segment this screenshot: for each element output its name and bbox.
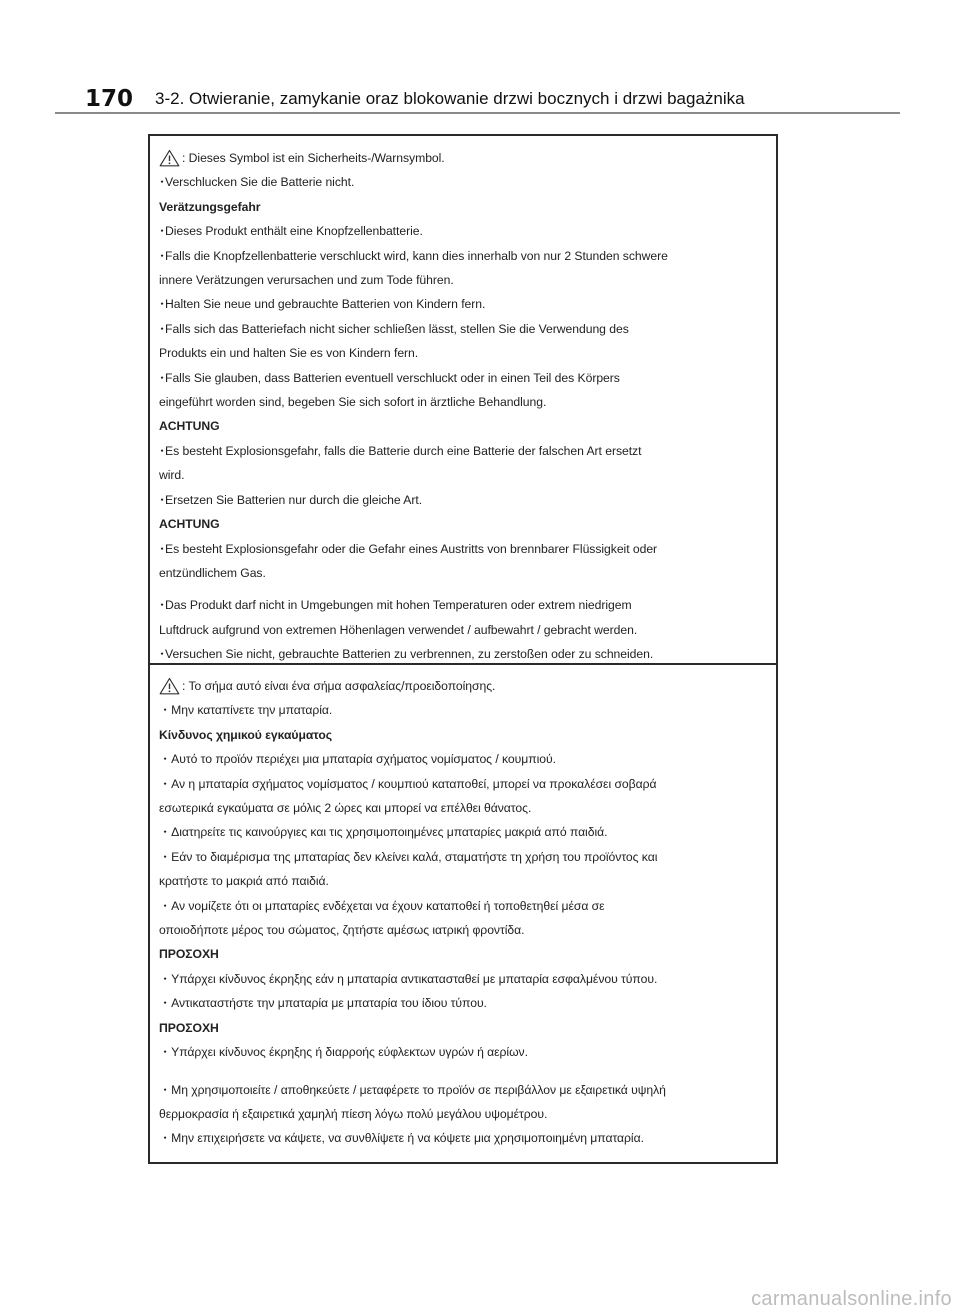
warning-text-line: ･Ersetzen Sie Batterien nur durch die gleiche Art. — [159, 492, 423, 507]
warning-text-line: οποιοδήποτε μέρος του σώματος, ζητήστε αμέσως ιατρική φροντίδα. — [159, 923, 525, 938]
warning-text-line: ・Υπάρχει κίνδυνος έκρηξης εάν η μπαταρία αντικατασταθεί με μπαταρία εσφαλμένου τύπου. — [159, 971, 658, 986]
symbol-note-line — [159, 674, 765, 698]
greek-warning-lines — [159, 698, 765, 1150]
greek-warning-section — [159, 674, 765, 1151]
warning-text-line: ・Αν νομίζετε ότι οι μπαταρίες ενδέχεται να έχουν καταποθεί ή τοποθετηθεί μέσα σε — [159, 898, 605, 913]
warning-text-line: ･Versuchen Sie nicht, gebrauchte Batterien zu verbrennen, zu zerstoßen oder zu schneiden. — [159, 647, 654, 662]
warning-triangle-icon — [159, 677, 180, 695]
section-title: 3-2. Otwieranie, zamykanie oraz blokowanie drzwi bocznych i drzwi bagażnika — [155, 89, 745, 108]
page-header — [55, 78, 900, 112]
warning-text-line: θερμοκρασία ή εξαιρετικά χαμηλή πίεση λόγω πολύ μεγάλου υψομέτρου. — [159, 1106, 548, 1121]
section-divider — [150, 663, 776, 665]
warning-text-line: innere Verätzungen verursachen und zum Tode führen. — [159, 273, 454, 288]
warning-text-line: ･Es besteht Explosionsgefahr oder die Gefahr eines Austritts von brennbarer Flüssigkeit oder — [159, 541, 658, 556]
warning-text-line: entzündlichem Gas. — [159, 565, 266, 580]
warning-text-line: ・Αντικαταστήστε την μπαταρία με μπαταρία του ίδιου τύπου. — [159, 996, 487, 1011]
warning-text-line: ・Μην επιχειρήσετε να κάψετε, να συνθλίψετε ή να κόψετε μια χρησιμοποιημένη μπαταρία. — [159, 1131, 644, 1146]
warning-text-line: ･Halten Sie neue und gebrauchte Batterien von Kindern fern. — [159, 297, 486, 312]
warning-heading: ACHTUNG — [159, 517, 220, 532]
warning-text-line: ･Verschlucken Sie die Batterie nicht. — [159, 175, 355, 190]
warning-text-line: ・Αν η μπαταρία σχήματος νομίσματος / κουμπιού καταποθεί, μπορεί να προκαλέσει σοβαρά — [159, 776, 657, 791]
warning-heading: Verätzungsgefahr — [159, 199, 261, 214]
header-rule — [55, 112, 900, 114]
page-number: 170 — [84, 86, 133, 112]
warning-heading: ΠΡΟΣΟΧΗ — [159, 1020, 219, 1035]
warning-heading: Κίνδυνος χημικού εγκαύματος — [159, 727, 333, 742]
warning-text-line: ･Falls die Knopfzellenbatterie verschluckt wird, kann dies innerhalb von nur 2 Stunden schwere — [159, 248, 668, 263]
symbol-note-line — [159, 146, 765, 170]
warning-triangle-icon — [159, 149, 180, 167]
battery-warning-box — [148, 134, 778, 1164]
warning-text-line: ・Διατηρείτε τις καινούργιες και τις χρησιμοποιημένες μπαταρίες μακριά από παιδιά. — [159, 825, 608, 840]
warning-text-line: ・Υπάρχει κίνδυνος έκρηξης ή διαρροής εύφλεκτων υγρών ή αερίων. — [159, 1045, 528, 1060]
watermark: carmanualsonline.info — [751, 1288, 952, 1310]
warning-text-line: ･Dieses Produkt enthält eine Knopfzellenbatterie. — [159, 224, 423, 239]
warning-text-line: ・Μην καταπίνετε την μπαταρία. — [159, 703, 333, 718]
warning-text-line: wird. — [159, 468, 185, 483]
warning-text-line: ･Das Produkt darf nicht in Umgebungen mit hohen Temperaturen oder extrem niedrigem — [159, 598, 632, 613]
symbol-note-text: : Το σήμα αυτό είναι ένα σήμα ασφαλείας/προειδοποίησης. — [182, 679, 496, 693]
warning-text-line: ･Es besteht Explosionsgefahr, falls die Batterie durch eine Batterie der falschen Art ersetzt — [159, 443, 642, 458]
warning-text-line: εσωτερικά εγκαύματα σε μόλις 2 ώρες και μπορεί να επέλθει θάνατος. — [159, 801, 532, 816]
warning-text-line: Luftdruck aufgrund von extremen Höhenlagen verwendet / aufbewahrt / gebracht werden. — [159, 622, 638, 637]
warning-text-line: ・Εάν το διαμέρισμα της μπαταρίας δεν κλείνει καλά, σταματήστε τη χρήση του προϊόντος και — [159, 849, 658, 864]
warning-text-line: ･Falls sich das Batteriefach nicht sicher schließen lässt, stellen Sie die Verwendung des — [159, 321, 629, 336]
german-warning-section — [159, 146, 765, 667]
warning-text-line: ・Αυτό το προϊόν περιέχει μια μπαταρία σχήματος νομίσματος / κουμπιού. — [159, 752, 556, 767]
warning-text-line: eingeführt worden sind, begeben Sie sich sofort in ärztliche Behandlung. — [159, 395, 547, 410]
warning-heading: ACHTUNG — [159, 419, 220, 434]
symbol-note-text: : Dieses Symbol ist ein Sicherheits-/Warnsymbol. — [182, 151, 445, 165]
warning-heading: ΠΡΟΣΟΧΗ — [159, 947, 219, 962]
warning-text-line: ・Μη χρησιμοποιείτε / αποθηκεύετε / μεταφέρετε το προϊόν σε περιβάλλον με εξαιρετικά υψηλή — [159, 1082, 666, 1097]
german-warning-lines — [159, 170, 765, 666]
warning-text-line: κρατήστε το μακριά από παιδιά. — [159, 874, 329, 889]
warning-text-line: ･Falls Sie glauben, dass Batterien eventuell verschluckt oder in einen Teil des Körpers — [159, 370, 620, 385]
warning-text-line: Produkts ein und halten Sie es von Kindern fern. — [159, 346, 419, 361]
